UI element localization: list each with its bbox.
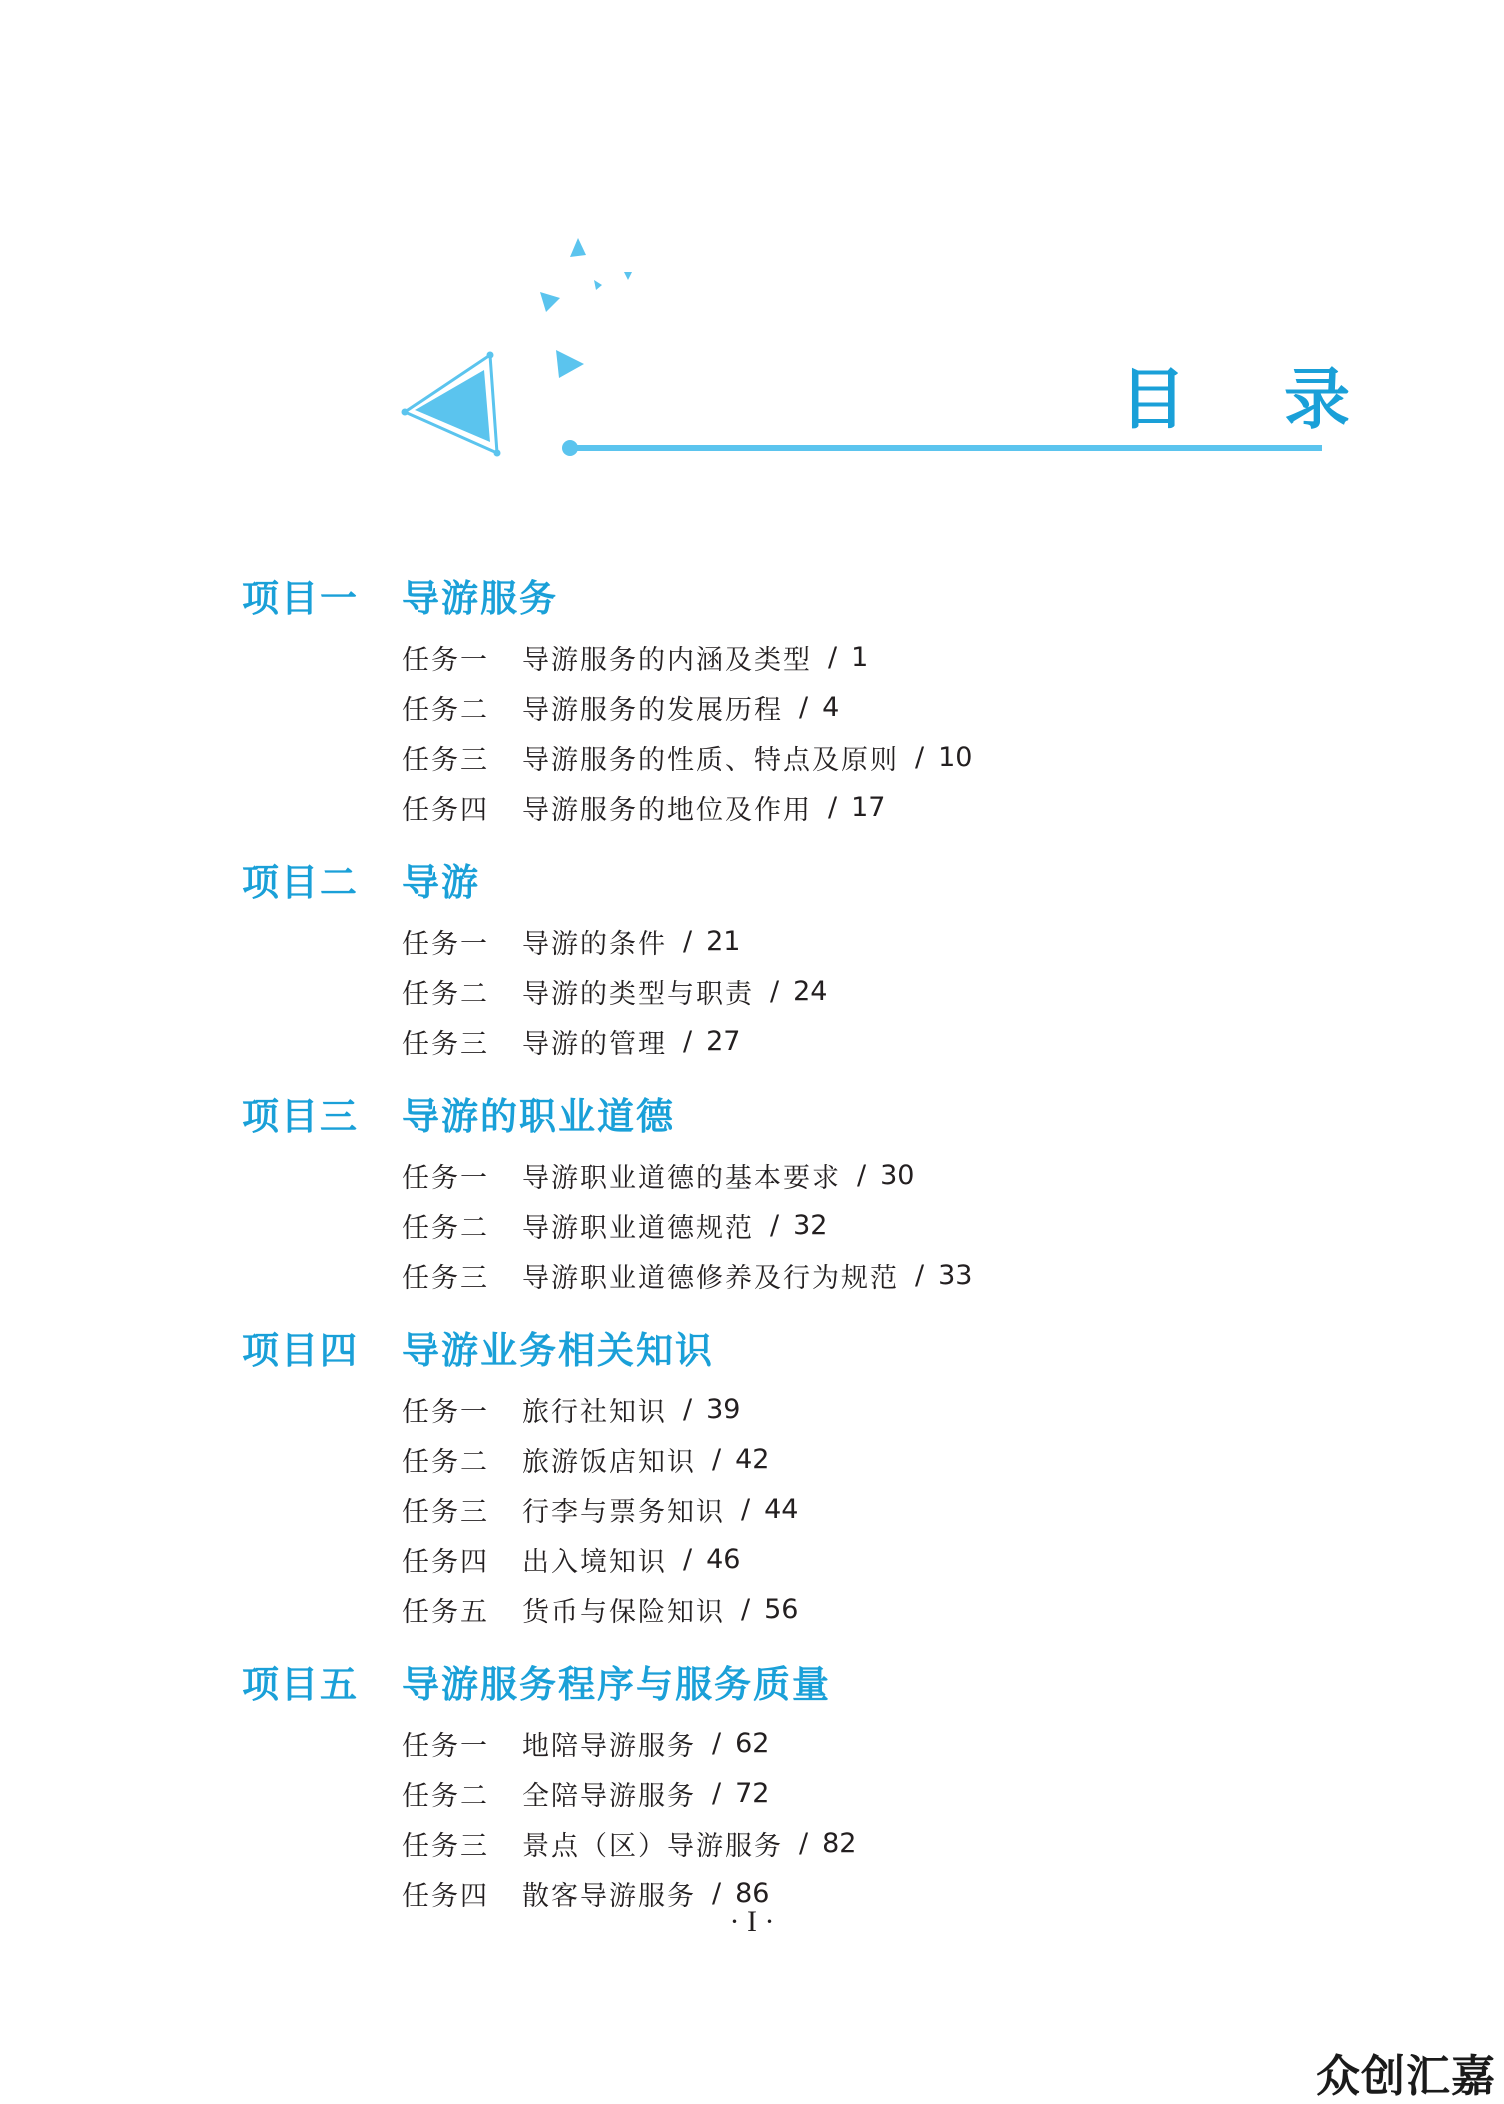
toc-task[interactable]	[402, 1250, 1342, 1300]
task-title: 导游的条件	[522, 928, 667, 960]
task-label: 任务三	[402, 1262, 489, 1294]
toc-task[interactable]	[402, 966, 1342, 1016]
task-separator: /	[683, 1025, 693, 1057]
project-title: 导游业务相关知识	[402, 1329, 714, 1372]
task-separator: /	[683, 925, 693, 957]
task-page-number: 1	[851, 641, 869, 673]
task-page-number: 44	[764, 1493, 799, 1525]
table-of-contents	[242, 558, 1342, 1918]
task-title: 导游的管理	[522, 1028, 667, 1060]
toc-task[interactable]	[402, 682, 1342, 732]
dot-decoration	[402, 409, 409, 416]
toc-task[interactable]	[402, 916, 1342, 966]
toc-task[interactable]	[402, 1718, 1342, 1768]
project-label: 项目五	[242, 1663, 359, 1706]
toc-project[interactable]	[242, 842, 1342, 916]
task-label: 任务三	[402, 744, 489, 776]
task-page-number: 42	[735, 1443, 770, 1475]
task-separator: /	[683, 1393, 693, 1425]
task-title: 导游职业道德修养及行为规范	[522, 1262, 899, 1294]
project-title: 导游	[402, 861, 480, 904]
triangle-decoration-small-2	[540, 292, 560, 312]
task-separator: /	[683, 1543, 693, 1575]
task-title: 导游服务的地位及作用	[522, 794, 812, 826]
task-separator: /	[712, 1727, 722, 1759]
task-label: 任务四	[402, 794, 489, 826]
page-title-char-2: 录	[1284, 361, 1350, 438]
toc-task[interactable]	[402, 1384, 1342, 1434]
triangle-decoration-small-4	[624, 272, 632, 280]
task-label: 任务二	[402, 1780, 489, 1812]
page-title-char-1: 目	[1120, 361, 1186, 438]
task-page-number: 46	[706, 1543, 741, 1575]
task-page-number: 82	[822, 1827, 857, 1859]
toc-project[interactable]	[242, 1644, 1342, 1718]
task-separator: /	[712, 1443, 722, 1475]
task-separator: /	[799, 1827, 809, 1859]
task-separator: /	[857, 1159, 867, 1191]
task-page-number: 39	[706, 1393, 741, 1425]
task-label: 任务一	[402, 644, 489, 676]
task-title: 散客导游服务	[522, 1880, 696, 1912]
task-title: 导游职业道德规范	[522, 1212, 754, 1244]
toc-task[interactable]	[402, 1200, 1342, 1250]
page-title	[1120, 360, 1350, 440]
task-label: 任务一	[402, 928, 489, 960]
task-page-number: 17	[851, 791, 886, 823]
task-separator: /	[712, 1877, 722, 1909]
task-title: 全陪导游服务	[522, 1780, 696, 1812]
toc-task[interactable]	[402, 1484, 1342, 1534]
title-underline-dot	[562, 440, 578, 456]
task-page-number: 72	[735, 1777, 770, 1809]
toc-project[interactable]	[242, 1076, 1342, 1150]
task-label: 任务二	[402, 1212, 489, 1244]
task-separator: /	[741, 1593, 751, 1625]
task-page-number: 10	[938, 741, 973, 773]
task-title: 出入境知识	[522, 1546, 667, 1578]
task-label: 任务三	[402, 1830, 489, 1862]
task-label: 任务五	[402, 1596, 489, 1628]
task-title: 景点（区）导游服务	[522, 1830, 783, 1862]
triangle-decoration-medium	[556, 350, 584, 378]
task-page-number: 33	[938, 1259, 973, 1291]
task-label: 任务三	[402, 1028, 489, 1060]
task-label: 任务四	[402, 1546, 489, 1578]
task-page-number: 86	[735, 1877, 770, 1909]
task-title: 旅游饭店知识	[522, 1446, 696, 1478]
project-label: 项目四	[242, 1329, 359, 1372]
task-title: 旅行社知识	[522, 1396, 667, 1428]
task-label: 任务二	[402, 1446, 489, 1478]
toc-task[interactable]	[402, 782, 1342, 832]
task-title: 地陪导游服务	[522, 1730, 696, 1762]
task-title: 导游服务的内涵及类型	[522, 644, 812, 676]
task-page-number: 21	[706, 925, 741, 957]
task-page-number: 30	[880, 1159, 915, 1191]
task-label: 任务一	[402, 1730, 489, 1762]
project-label: 项目一	[242, 577, 359, 620]
toc-project[interactable]	[242, 558, 1342, 632]
toc-task[interactable]	[402, 1016, 1342, 1066]
task-label: 任务三	[402, 1496, 489, 1528]
toc-task[interactable]	[402, 1584, 1342, 1634]
task-page-number: 62	[735, 1727, 770, 1759]
project-title: 导游服务程序与服务质量	[402, 1663, 831, 1706]
task-page-number: 56	[764, 1593, 799, 1625]
task-label: 任务二	[402, 694, 489, 726]
task-label: 任务四	[402, 1880, 489, 1912]
task-title: 导游职业道德的基本要求	[522, 1162, 841, 1194]
task-title: 导游服务的性质、特点及原则	[522, 744, 899, 776]
task-separator: /	[712, 1777, 722, 1809]
task-title: 导游服务的发展历程	[522, 694, 783, 726]
toc-task[interactable]	[402, 1150, 1342, 1200]
dot-decoration	[487, 352, 494, 359]
toc-task[interactable]	[402, 632, 1342, 682]
toc-task[interactable]	[402, 1434, 1342, 1484]
task-label: 任务一	[402, 1396, 489, 1428]
task-page-number: 27	[706, 1025, 741, 1057]
project-label: 项目二	[242, 861, 359, 904]
task-separator: /	[828, 791, 838, 823]
page-number: · I ·	[729, 1905, 775, 1938]
task-separator: /	[828, 641, 838, 673]
task-title: 行李与票务知识	[522, 1496, 725, 1528]
triangle-decoration-small-3	[594, 280, 602, 290]
toc-task[interactable]	[402, 732, 1342, 782]
dot-decoration	[494, 450, 501, 457]
task-page-number: 4	[822, 691, 840, 723]
project-title: 导游的职业道德	[402, 1095, 675, 1138]
task-separator: /	[915, 1259, 925, 1291]
task-page-number: 24	[793, 975, 828, 1007]
task-separator: /	[741, 1493, 751, 1525]
task-title: 货币与保险知识	[522, 1596, 725, 1628]
toc-task[interactable]	[402, 1818, 1342, 1868]
watermark-text: 众创汇嘉	[1316, 2051, 1496, 2102]
toc-task[interactable]	[402, 1768, 1342, 1818]
task-title: 导游的类型与职责	[522, 978, 754, 1010]
task-separator: /	[915, 741, 925, 773]
task-label: 任务一	[402, 1162, 489, 1194]
task-separator: /	[799, 691, 809, 723]
toc-task[interactable]	[402, 1534, 1342, 1584]
task-separator: /	[770, 1209, 780, 1241]
project-label: 项目三	[242, 1095, 359, 1138]
triangle-decoration-small-1	[570, 238, 586, 257]
task-separator: /	[770, 975, 780, 1007]
task-label: 任务二	[402, 978, 489, 1010]
task-page-number: 32	[793, 1209, 828, 1241]
project-title: 导游服务	[402, 577, 558, 620]
toc-project[interactable]	[242, 1310, 1342, 1384]
